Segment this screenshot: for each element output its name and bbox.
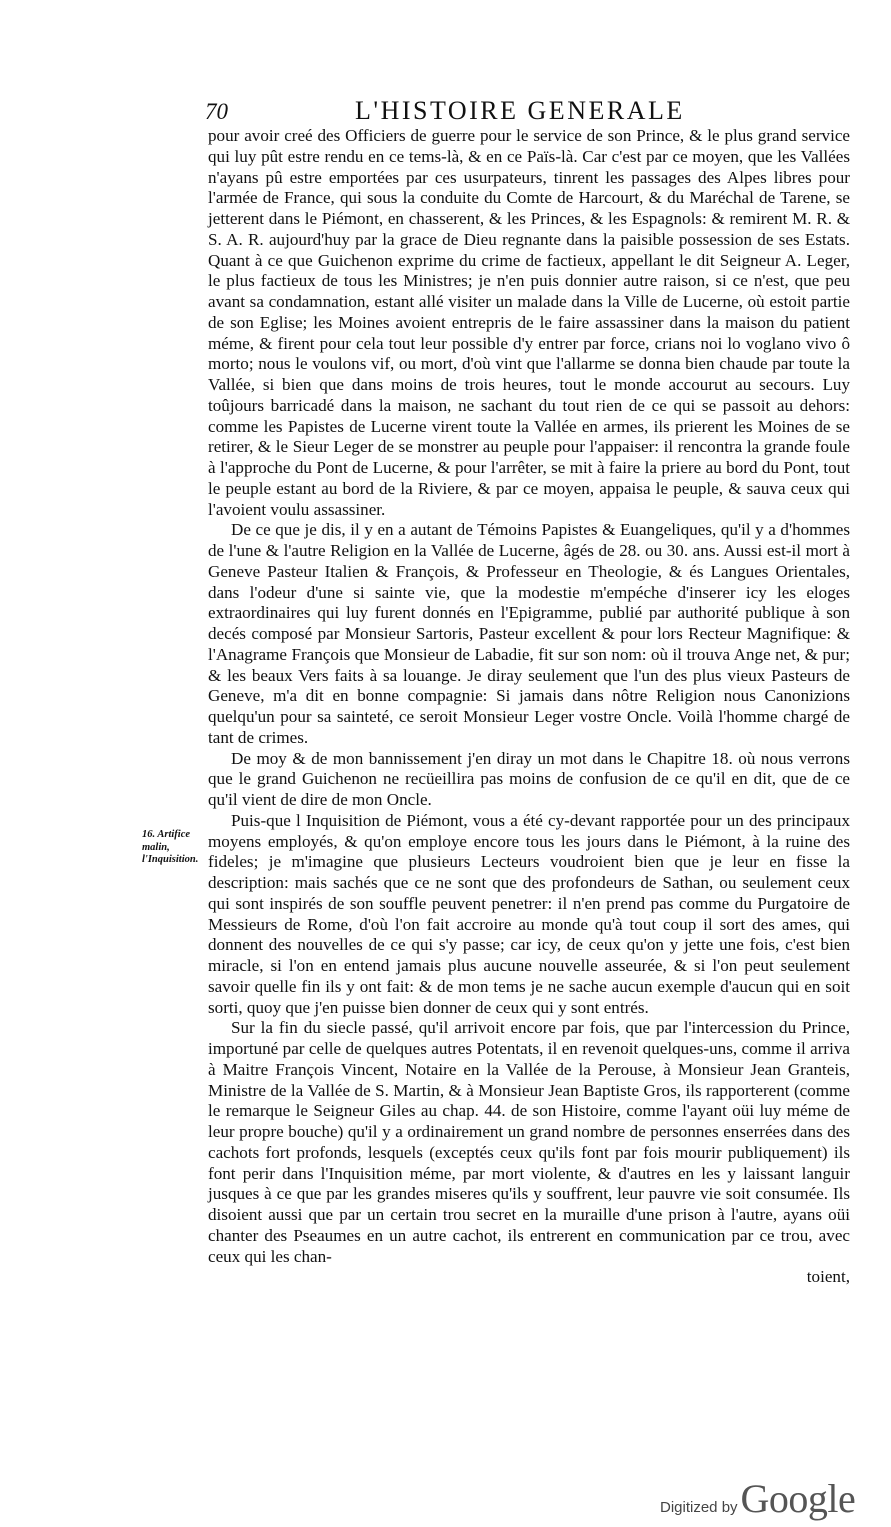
digitized-by-google-watermark xyxy=(660,1475,855,1522)
margin-note: 16. Artifice malin, l'Inquisition. xyxy=(142,829,199,865)
page-number: 70 xyxy=(205,99,228,124)
paragraph-2: De ce que je dis, il y en a autant de Témoins Papistes & Euangeliques, qu'il y a d'hommes de l'une & l'autre Religion en la Vallée de Lucerne, âgés de 28. ou 30. ans. Aussi est-il mort à Geneve Pasteur Italien & François, & Professeur en Theologie, & és Langues Orientales, dans l'odeur d'une si sainte vie, que la modestie m'empéche d'inserer icy les eloges extraordinaires qui luy furent donnés en l'Epigramme, publié par authorité publique à son decés composé par Monsieur Sartoris, Pasteur excellent & pour lors Recteur Magnifique: & l'Anagrame François que Monsieur de Labadie, fit sur son nom: où il trouva Ange net, & pur; & les beaux Vers faits à sa louange. Je diray seulement que l'un des plus vieux Pasteurs de Geneve, m'a dit en bonne compagnie: Si jamais dans nôtre Religion nous Canonizions quelqu'un pour sa sainteté, ce seroit Monsieur Leger vostre Oncle. Voilà l'homme chargé de tant de crimes. xyxy=(208,520,850,747)
digitized-by-label: Digitized by xyxy=(660,1499,738,1516)
google-logo: Google xyxy=(740,1476,856,1521)
catchword: toient, xyxy=(806,1267,850,1287)
paragraph-3: De moy & de mon bannissement j'en diray un mot dans le Chapitre 18. où nous verrons que le grand Guichenon ne recüeillira pas moins de confusion de ce qu'il en dit, que de ce qu'il vient de dire de mon Oncle. xyxy=(208,748,850,809)
running-title: L'HISTOIRE GENERALE xyxy=(355,96,685,125)
page-header xyxy=(205,96,705,128)
paragraph-4: Puis-que l Inquisition de Piémont, vous a été cy-devant rapportée pour un des principaux moyens employés, & qu'on employe encore tous les jours dans le Piémont, à la ruine des fideles; je m'imagine que plusieurs Lecteurs voudroient bien que je leur en fisse la description: mais sachés que ce ne sont que des profondeurs de Sathan, ou seulement ceux qui sont inspirés de son souffle peuvent penetrer: il n'en prend pas comme du Purgatoire de Messieurs de Rome, d'où l'on fait accroire au monde qu'à tout coup il sort des ames, qui donnent des nouvelles de ce qui s'y passe; car icy, de ceux qu'on y jette une fois, c'est bien miracle, si l'on en entend jamais plus aucune nouvelle asseurée, & si l'on peut seulement savoir quelle fin ils y ont fait: & de mon tems je ne sache aucun exemple d'aucun qui en soit sorti, quoy que j'en puisse bien donner de ceux qui y sont entrés. xyxy=(208,810,850,1017)
paragraph-1: pour avoir creé des Officiers de guerre pour le service de son Prince, & le plus grand service qui luy pût estre rendu en ce tems-là, & en ce Païs-là. Car c'est par ce moyen, que les Vallées n'ayans pû estre emportées par ces usurpateurs, tinrent les passages des Alpes libres pour l'armée de France, qui sous la conduite du Comte de Harcourt, & du Maréchal de Tarene, se jetterent dans le Piémont, en chasserent, & les Princes, & les Espagnols: & remirent M. R. & S. A. R. aujourd'huy par la grace de Dieu regnante dans la paisible possession de ses Estats. Quant à ce que Guichenon exprime du crime de factieux, appellant le dit Seigneur A. Leger, le plus factieux de tous les Ministres; je n'en puis donnier autre raison, si ce n'est, que peu avant sa condamnation, estant allé visiter un malade dans la Ville de Lucerne, où estoit partie de son Eglise; les Moines avoient entrepris de le faire assassiner dans la maison du patient méme, & firent pour cela tout leur possible d'y entrer par force, crians noi lo voglano vivo ô morto; nous le voulons vif, ou mort, d'où vint que l'allarme se donna bien chaude par toute la Vallée, si bien que dans moins de trois heures, tout le monde accourut au secours. Luy toûjours barricadé dans la maison, ne sachant du tout rien de ce qui se passoit au dehors: comme les Papistes de Lucerne virent toute la Vallée en armes, ils prierent les Moines de se retirer, & le Sieur Leger de se monstrer au peuple pour l'appaiser: il rencontra la grande foule à l'approche du Pont de Lucerne, & pour l'arrêter, se mit à faire la priere au bord du Pont, tout le peuple estant au bord de la Riviere, & par ce moyen, appaisa le peuple, & sauva ceux qui l'avoient voulu assassiner. xyxy=(208,126,850,519)
paragraph-5: Sur la fin du siecle passé, qu'il arrivoit encore par fois, que par l'intercession du Prince, importuné par celle de quelques autres Potentats, il en revenoit quelques-uns, comme il arriva à Maitre François Vincent, Notaire en la Vallée de la Perouse, à Monsieur Jean Granteis, Ministre de la Vallée de S. Martin, & à Monsieur Jean Baptiste Gros, ils rapporterent (comme le remarque le Seigneur Giles au chap. 44. de son Histoire, comme l'ayant oüi luy méme de leur propre bouche) qu'il y a ordinairement un grand nombre de personnes enserrées dans des cachots fort profonds, lesquels (exceptés ceux qu'ils font par fois mourir publiquement) ils font perir dans l'Inquisition méme, par mort violente, & d'autres en les y laissant languir jusques à ce que par les grandes miseres qu'ils y souffrent, leur pauvre vie soit consumée. Ils disoient aussi que par un certain trou secret en la muraille d'une prison à l'autre, ayans oüi chanter des Pseaumes en un autre cachot, ils entrerent en communication par ce trou, avec ceux qui les chan- xyxy=(208,1018,850,1266)
body-text xyxy=(208,126,850,1288)
